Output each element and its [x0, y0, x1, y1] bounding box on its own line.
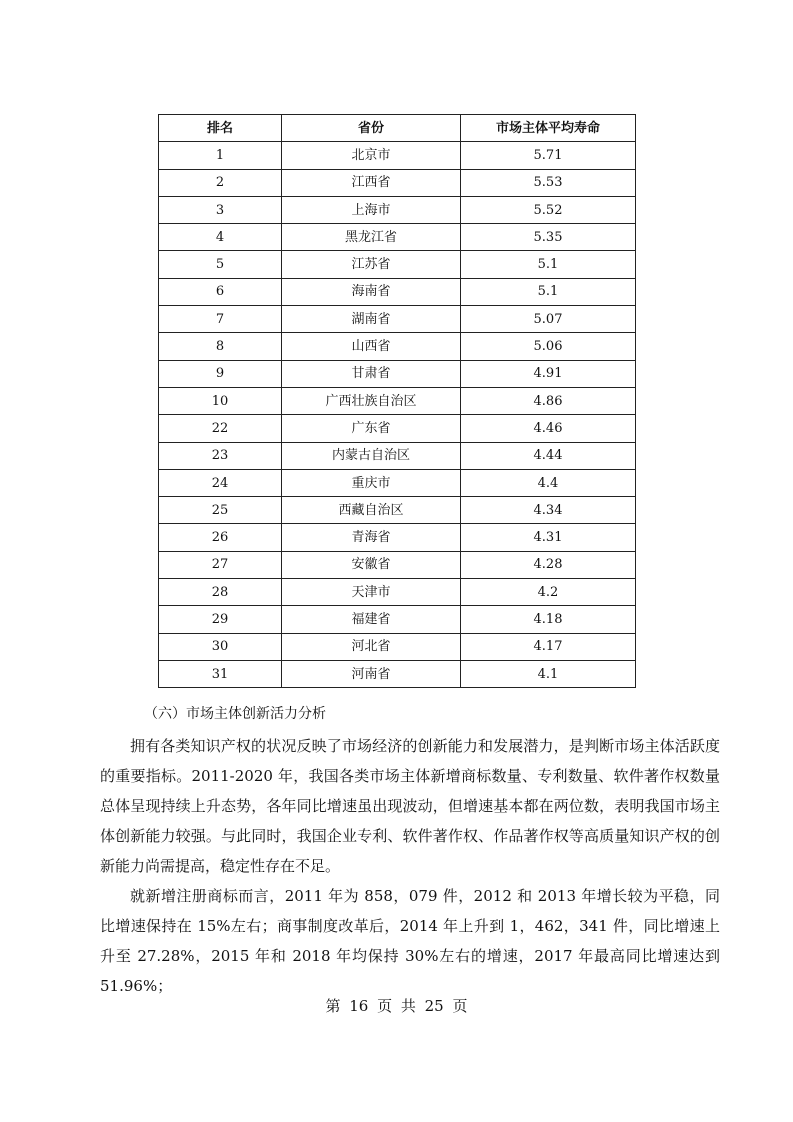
cell-rank: 30 [159, 633, 282, 660]
cell-lifespan: 4.28 [461, 551, 636, 578]
cell-rank: 9 [159, 360, 282, 387]
cell-rank: 22 [159, 415, 282, 442]
cell-lifespan: 4.4 [461, 469, 636, 496]
cell-province: 安徽省 [282, 551, 461, 578]
cell-province: 上海市 [282, 196, 461, 223]
table-row [159, 551, 636, 578]
cell-lifespan: 4.17 [461, 633, 636, 660]
cell-rank: 24 [159, 469, 282, 496]
cell-lifespan: 4.1 [461, 660, 636, 687]
cell-lifespan: 5.53 [461, 169, 636, 196]
table-body [159, 142, 636, 688]
table-row [159, 306, 636, 333]
cell-rank: 2 [159, 169, 282, 196]
cell-province: 河南省 [282, 660, 461, 687]
cell-province: 广西壮族自治区 [282, 387, 461, 414]
cell-province: 河北省 [282, 633, 461, 660]
cell-province: 甘肃省 [282, 360, 461, 387]
table-row [159, 224, 636, 251]
cell-province: 广东省 [282, 415, 461, 442]
table-row [159, 142, 636, 169]
header-lifespan: 市场主体平均寿命 [461, 115, 636, 142]
page-number: 第 16 页 共 25 页 [325, 997, 468, 1015]
cell-lifespan: 4.34 [461, 497, 636, 524]
section-heading: （六）市场主体创新活力分析 [144, 706, 326, 722]
cell-rank: 6 [159, 278, 282, 305]
cell-rank: 31 [159, 660, 282, 687]
cell-lifespan: 5.1 [461, 278, 636, 305]
cell-rank: 1 [159, 142, 282, 169]
table-row [159, 360, 636, 387]
cell-rank: 5 [159, 251, 282, 278]
cell-province: 黑龙江省 [282, 224, 461, 251]
table-header-row [159, 115, 636, 142]
cell-rank: 3 [159, 196, 282, 223]
table-row [159, 415, 636, 442]
cell-province: 海南省 [282, 278, 461, 305]
table-row [159, 196, 636, 223]
cell-lifespan: 4.91 [461, 360, 636, 387]
cell-rank: 7 [159, 306, 282, 333]
cell-rank: 26 [159, 524, 282, 551]
cell-province: 天津市 [282, 579, 461, 606]
table-row [159, 633, 636, 660]
cell-lifespan: 4.46 [461, 415, 636, 442]
table-row [159, 579, 636, 606]
cell-province: 青海省 [282, 524, 461, 551]
cell-province: 重庆市 [282, 469, 461, 496]
table-row [159, 524, 636, 551]
paragraph: 就新增注册商标而言，2011 年为 858，079 件，2012 和 2013 年增长较为平稳，同比增速保持在 15%左右；商事制度改革后，2014 年上升到 1，462，341 件，同比增速上升至 27.28%，2015 年和 2018 年均保持 30%左右的增速，2017 年最高同比增速达到 51.96%； [100, 887, 720, 995]
cell-lifespan: 4.86 [461, 387, 636, 414]
cell-rank: 10 [159, 387, 282, 414]
table-row [159, 442, 636, 469]
cell-province: 北京市 [282, 142, 461, 169]
table-row [159, 169, 636, 196]
cell-province: 江西省 [282, 169, 461, 196]
paragraph: 拥有各类知识产权的状况反映了市场经济的创新能力和发展潜力，是判断市场主体活跃度的重要指标。2011-2020 年，我国各类市场主体新增商标数量、专利数量、软件著作权数量总体呈现持续上升态势，各年同比增速虽出现波动，但增速基本都在两位数，表明我国市场主体创新能力较强。与此同时，我国企业专利、软件著作权、作品著作权等高质量知识产权的创新能力尚需提高，稳定性存在不足。 [100, 737, 720, 875]
table-row [159, 497, 636, 524]
table-row [159, 387, 636, 414]
cell-province: 湖南省 [282, 306, 461, 333]
cell-lifespan: 5.35 [461, 224, 636, 251]
cell-rank: 4 [159, 224, 282, 251]
cell-rank: 23 [159, 442, 282, 469]
ranking-table [158, 114, 636, 688]
cell-province: 福建省 [282, 606, 461, 633]
cell-rank: 28 [159, 579, 282, 606]
cell-lifespan: 4.2 [461, 579, 636, 606]
cell-rank: 29 [159, 606, 282, 633]
cell-lifespan: 4.31 [461, 524, 636, 551]
cell-lifespan: 5.71 [461, 142, 636, 169]
table-row [159, 606, 636, 633]
cell-province: 内蒙古自治区 [282, 442, 461, 469]
table-row [159, 469, 636, 496]
cell-lifespan: 5.1 [461, 251, 636, 278]
table-row [159, 333, 636, 360]
header-rank: 排名 [159, 115, 282, 142]
cell-lifespan: 4.18 [461, 606, 636, 633]
table-row [159, 251, 636, 278]
cell-lifespan: 5.06 [461, 333, 636, 360]
cell-lifespan: 5.07 [461, 306, 636, 333]
header-province: 省份 [282, 115, 461, 142]
cell-province: 西藏自治区 [282, 497, 461, 524]
cell-province: 江苏省 [282, 251, 461, 278]
cell-lifespan: 4.44 [461, 442, 636, 469]
cell-province: 山西省 [282, 333, 461, 360]
table-row [159, 278, 636, 305]
table-row [159, 660, 636, 687]
cell-rank: 8 [159, 333, 282, 360]
cell-lifespan: 5.52 [461, 196, 636, 223]
cell-rank: 25 [159, 497, 282, 524]
cell-rank: 27 [159, 551, 282, 578]
